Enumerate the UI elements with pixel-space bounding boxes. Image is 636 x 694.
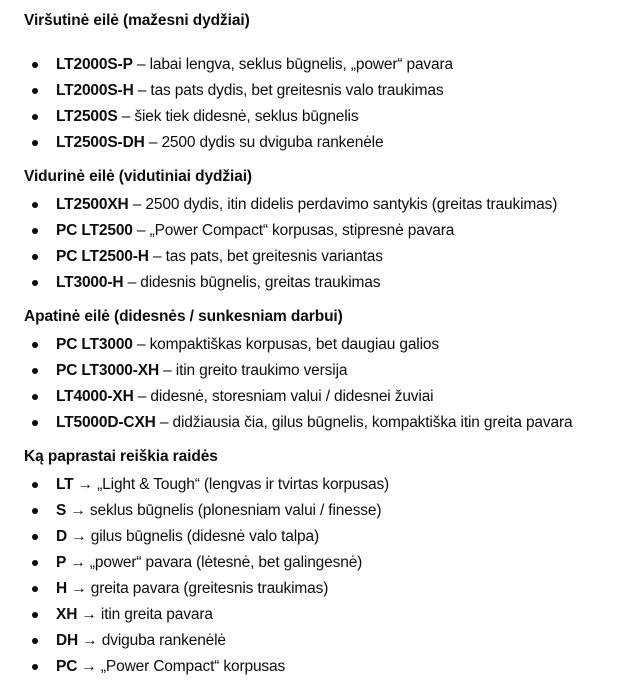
list-item <box>24 550 636 576</box>
item-term: H <box>56 580 68 597</box>
list-item <box>24 52 636 78</box>
bullet-list <box>24 472 636 680</box>
item-term: LT2000S-H <box>56 82 134 99</box>
list-item <box>24 524 636 550</box>
list-item <box>24 332 636 358</box>
item-term: DH <box>56 632 79 649</box>
item-separator: – <box>144 134 162 151</box>
item-description: itin greito traukimo versija <box>175 362 348 379</box>
item-description: labai lengva, seklus būgnelis, „power“ pavara <box>149 56 453 73</box>
list-item <box>24 358 636 384</box>
item-separator: → <box>67 528 91 545</box>
item-separator: – <box>155 414 173 431</box>
list-item <box>24 628 636 654</box>
bullet-dot-icon <box>32 586 38 592</box>
item-separator: → <box>77 658 101 675</box>
item-separator: – <box>133 82 151 99</box>
bullet-dot-icon <box>32 140 38 146</box>
item-description: tas pats dydis, bet greitesnis valo traukimas <box>150 82 444 99</box>
item-description: 2500 dydis, itin didelis perdavimo santykis (greitas traukimas) <box>145 196 558 213</box>
item-term: LT2000S-P <box>56 56 133 73</box>
item-description: didžiausia čia, gilus būgnelis, kompaktiška itin greita pavara <box>172 414 573 431</box>
list-item <box>24 244 636 270</box>
item-description: „Light & Tough“ (lengvas ir tvirtas korpusas) <box>97 476 390 493</box>
item-term: XH <box>56 606 78 623</box>
item-term: PC <box>56 658 78 675</box>
item-term: LT4000-XH <box>56 388 134 405</box>
item-term: LT3000-H <box>56 274 124 291</box>
bullet-dot-icon <box>32 638 38 644</box>
bullet-list <box>24 52 636 156</box>
bullet-dot-icon <box>32 534 38 540</box>
bullet-dot-icon <box>32 482 38 488</box>
list-item <box>24 78 636 104</box>
item-separator: → <box>77 606 101 623</box>
item-term: LT <box>56 476 74 493</box>
bullet-dot-icon <box>32 342 38 348</box>
bullet-dot-icon <box>32 394 38 400</box>
item-separator: → <box>66 554 90 571</box>
list-item <box>24 130 636 156</box>
bullet-list <box>24 192 636 296</box>
list-item <box>24 602 636 628</box>
list-item <box>24 576 636 602</box>
item-description: tas pats, bet greitesnis variantas <box>165 248 383 265</box>
item-term: PC LT2500-H <box>56 248 149 265</box>
item-term: LT5000D-CXH <box>56 414 156 431</box>
section-heading: Vidurinė eilė (vidutiniai dydžiai) <box>24 168 252 185</box>
item-description: didesnė, storesniam valui / didesnei žuviai <box>150 388 434 405</box>
item-separator: – <box>123 274 141 291</box>
bullet-dot-icon <box>32 664 38 670</box>
bullet-dot-icon <box>32 228 38 234</box>
item-separator: – <box>132 56 150 73</box>
item-separator: – <box>132 336 150 353</box>
item-term: LT2500XH <box>56 196 129 213</box>
bullet-dot-icon <box>32 280 38 286</box>
item-term: LT2500S-DH <box>56 134 145 151</box>
item-separator: – <box>148 248 166 265</box>
list-item <box>24 218 636 244</box>
item-description: kompaktiškas korpusas, bet daugiau galios <box>149 336 439 353</box>
item-description: „Power Compact“ korpusas, stipresnė pavara <box>149 222 455 239</box>
item-description: „Power Compact“ korpusas <box>100 658 286 675</box>
item-separator: – <box>117 108 135 125</box>
bullet-dot-icon <box>32 368 38 374</box>
item-description: itin greita pavara <box>100 606 213 623</box>
item-separator: – <box>132 222 150 239</box>
bullet-dot-icon <box>32 612 38 618</box>
item-separator: → <box>73 476 98 493</box>
list-item <box>24 192 636 218</box>
item-separator: – <box>159 362 176 379</box>
item-term: PC LT3000 <box>56 336 133 353</box>
item-separator: → <box>66 502 90 519</box>
item-separator: – <box>133 388 151 405</box>
bullet-dot-icon <box>32 88 38 94</box>
bullet-dot-icon <box>32 202 38 208</box>
item-description: didesnis būgnelis, greitas traukimas <box>140 274 381 291</box>
bullet-dot-icon <box>32 420 38 426</box>
bullet-dot-icon <box>32 62 38 68</box>
bullet-dot-icon <box>32 114 38 120</box>
item-term: D <box>56 528 68 545</box>
item-description: greita pavara (greitesnis traukimas) <box>90 580 329 597</box>
item-term: LT2500S <box>56 108 118 125</box>
list-item <box>24 498 636 524</box>
item-term: PC LT2500 <box>56 222 133 239</box>
list-item <box>24 472 636 498</box>
item-description: gilus būgnelis (didesnė valo talpa) <box>90 528 319 545</box>
item-term: S <box>56 502 67 519</box>
item-description: „power“ pavara (lėtesnė, bet galingesnė) <box>89 554 363 571</box>
item-separator: → <box>67 580 91 597</box>
item-description: dviguba rankenėlė <box>101 632 226 649</box>
bullet-dot-icon <box>32 254 38 260</box>
list-item <box>24 654 636 680</box>
bullet-dot-icon <box>32 508 38 514</box>
item-separator: → <box>78 632 102 649</box>
item-term: P <box>56 554 67 571</box>
list-item <box>24 410 636 436</box>
bullet-dot-icon <box>32 560 38 566</box>
item-term: PC LT3000-XH <box>56 362 159 379</box>
list-item <box>24 270 636 296</box>
bullet-list <box>24 332 636 436</box>
item-description: 2500 dydis su dviguba rankenėle <box>161 134 384 151</box>
item-description: seklus būgnelis (plonesniam valui / finesse) <box>89 502 382 519</box>
section-heading: Viršutinė eilė (mažesni dydžiai) <box>24 12 250 29</box>
list-item <box>24 384 636 410</box>
list-item <box>24 104 636 130</box>
section-heading: Apatinė eilė (didesnės / sunkesniam darbui) <box>24 308 343 325</box>
section-heading: Ką paprastai reiškia raidės <box>24 448 218 465</box>
item-description: šiek tiek didesnė, seklus būgnelis <box>134 108 359 125</box>
item-separator: – <box>128 196 146 213</box>
